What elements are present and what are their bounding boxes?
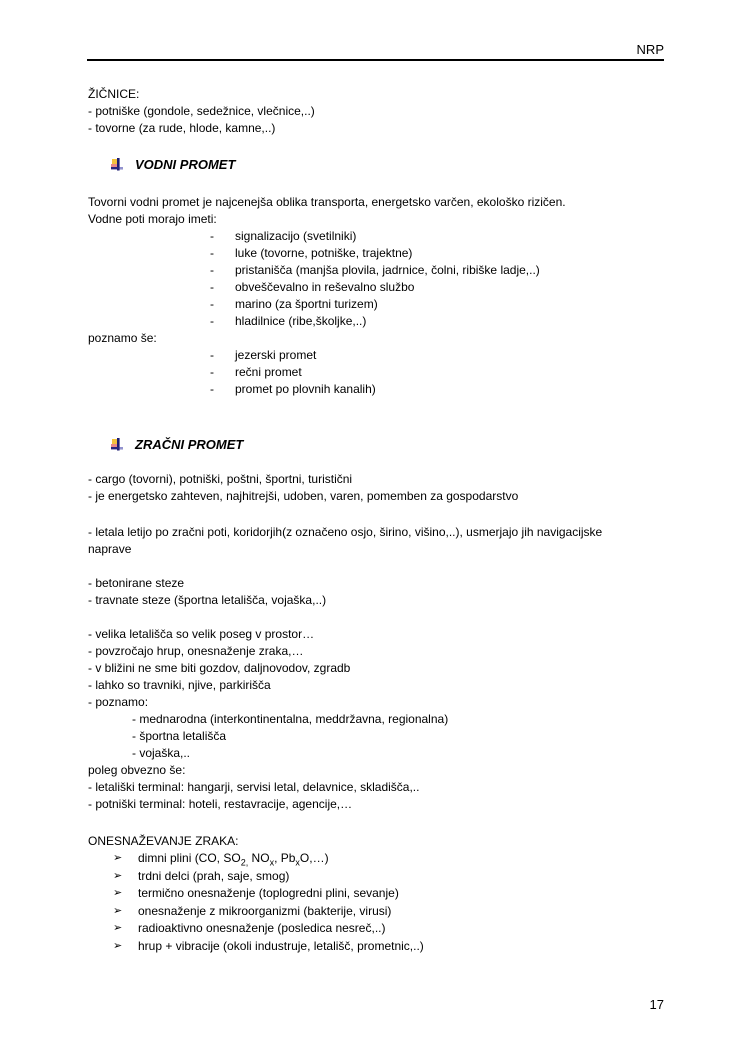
dash-marker: -: [210, 314, 214, 328]
page-footer: [87, 996, 664, 1013]
paragraph-line: - letala letijo po zračni poti, koridorjih(z označeno osjo, širino, višino,..), usmerjajo jih navigacijske: [88, 525, 603, 539]
vodni-requirements-list: [88, 228, 666, 330]
dash-marker: -: [210, 297, 214, 311]
paragraph-line: - povzročajo hrup, onesnaženje zraka,…: [88, 644, 304, 658]
dash-marker: -: [210, 382, 214, 396]
dash-marker: -: [210, 365, 214, 379]
vodni-promet-heading: [88, 156, 688, 173]
dash-marker: -: [210, 280, 214, 294]
list-item: - mednarodna (interkontinentalna, meddržavna, regionalna): [132, 712, 449, 726]
arrow-bullet-icon: ➢: [113, 922, 123, 934]
paragraph-line: naprave: [88, 542, 132, 556]
zracni-block4: [88, 626, 666, 813]
list-item-text: trdni delci (prah, saje, smog): [138, 868, 290, 883]
paragraph-line: - travnate steze (športna letališča, vojaška,..): [88, 593, 327, 607]
dash-marker: -: [210, 263, 214, 277]
onesnazevanje-title: ONESNAŽEVANJE ZRAKA:: [88, 834, 239, 848]
list-item-text: signalizacijo (svetilniki): [235, 229, 357, 243]
paragraph-line: - letališki terminal: hangarji, servisi letal, delavnice, skladišča,..: [88, 780, 420, 794]
transport-clipart-bullet-icon: [110, 438, 124, 452]
section-zicnice: [88, 86, 666, 137]
dash-marker: -: [210, 246, 214, 260]
list-item: [88, 903, 666, 921]
list-item: [88, 347, 666, 364]
poznamo-label: poznamo še:: [88, 331, 157, 345]
list-item-text: radioaktivno onesnaženje (posledica nesreč,..): [138, 921, 386, 935]
list-item: [88, 364, 666, 381]
arrow-bullet-icon: ➢: [113, 869, 123, 882]
list-item: [88, 262, 666, 279]
page-header: [87, 0, 664, 61]
list-item-text: onesnaženje z mikroorganizmi (bakterije, virusi): [138, 903, 392, 918]
page-number: 17: [649, 997, 664, 1012]
list-item: [88, 850, 666, 868]
paragraph-line: - velika letališča so velik poseg v prostor…: [88, 627, 315, 641]
list-item: [88, 920, 666, 938]
list-item: [88, 313, 666, 330]
list-item-text: hrup + vibracije (okoli industruje, letališč, prometnic,..): [138, 938, 424, 953]
arrow-bullet-icon: ➢: [113, 852, 123, 864]
list-item: [88, 245, 666, 262]
paragraph-line: - betonirane steze: [88, 576, 185, 590]
list-item: - potniške (gondole, sedežnice, vlečnice,..): [88, 104, 315, 118]
paragraph-line: - lahko so travniki, njive, parkirišča: [88, 678, 271, 692]
dash-marker: -: [210, 348, 214, 362]
paragraph-line: - poznamo:: [88, 695, 149, 709]
zracni-block1: [88, 471, 666, 505]
list-item: [88, 885, 666, 903]
dash-marker: -: [210, 229, 214, 243]
arrow-bullet-icon: ➢: [113, 887, 123, 899]
list-item: [88, 228, 666, 245]
list-item: [88, 868, 666, 886]
paragraph-line: Tovorni vodni promet je najcenejša oblika transporta, energetsko varčen, ekološko rizičen.: [88, 195, 566, 209]
section-onesnazevanje: [88, 833, 666, 955]
list-item: - športna letališča: [132, 729, 227, 743]
header-label: NRP: [636, 42, 664, 57]
list-item-text: termično onesnaženje (toplogredni plini, sevanje): [138, 886, 399, 900]
poznamo-block: [88, 330, 666, 398]
list-item-text: hladilnice (ribe,školjke,..): [235, 314, 367, 328]
list-item: [88, 296, 666, 313]
poleg-label: poleg obvezno še:: [88, 763, 186, 777]
zicnice-title: ŽIČNICE:: [88, 87, 140, 101]
list-item-text: pristanišča (manjša plovila, jadrnice, čolni, ribiške ladje,..): [235, 263, 540, 277]
heading-label: VODNI PROMET: [135, 157, 236, 172]
zracni-block2: [88, 524, 666, 558]
list-item-text: luke (tovorne, potniške, trajektne): [235, 246, 413, 260]
zracni-promet-heading: [88, 436, 688, 453]
list-item-text: rečni promet: [235, 365, 302, 379]
list-item-text: dimni plini (CO, $SO_{2,}$ $NO_x$, $Pb_xO,\dots$): [138, 851, 329, 868]
heading-label: ZRAČNI PROMET: [135, 437, 244, 452]
arrow-bullet-icon: ➢: [113, 939, 123, 952]
paragraph-line: - je energetsko zahteven, najhitrejši, udoben, varen, pomemben za gospodarstvo: [88, 489, 519, 503]
transport-clipart-bullet-icon: [110, 158, 124, 172]
list-item: - vojaška,..: [132, 746, 191, 760]
list-item: [88, 279, 666, 296]
list-item-text: jezerski promet: [235, 348, 317, 362]
paragraph-line: - cargo (tovorni), potniški, poštni, športni, turistični: [88, 472, 353, 486]
list-item: [88, 381, 666, 398]
list-item-text: obveščevalno in reševalno službo: [235, 280, 415, 294]
zracni-block3: [88, 575, 666, 609]
list-item-text: promet po plovnih kanalih): [235, 382, 376, 396]
vodni-intro: [88, 194, 666, 228]
paragraph-line: - v bližini ne sme biti gozdov, daljnovodov, zgradb: [88, 661, 351, 675]
paragraph-line: - potniški terminal: hoteli, restavracije, agencije,…: [88, 797, 353, 811]
arrow-bullet-icon: ➢: [113, 904, 123, 917]
list-item-text: marino (za športni turizem): [235, 297, 378, 311]
list-item: - tovorne (za rude, hlode, kamne,..): [88, 121, 276, 135]
paragraph-line: Vodne poti morajo imeti:: [88, 212, 217, 226]
list-item: [88, 938, 666, 956]
